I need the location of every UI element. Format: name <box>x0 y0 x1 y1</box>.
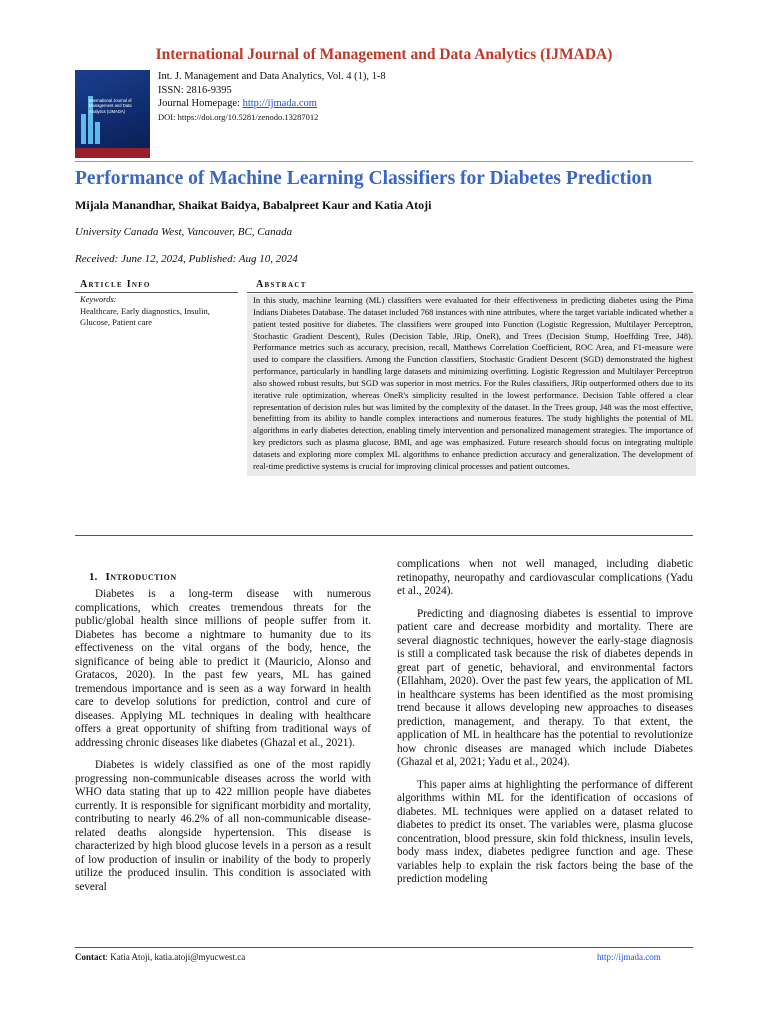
cover-graphic-bar <box>81 114 86 144</box>
cover-graphic-bar <box>95 122 100 144</box>
contact-info <box>75 952 245 962</box>
affiliation: University Canada West, Vancouver, BC, Canada <box>75 226 293 238</box>
journal-title: International Journal of Management and Data Analytics (IJMADA) <box>155 46 613 63</box>
body-column-right <box>397 558 693 896</box>
journal-cover-image <box>75 70 150 158</box>
body-paragraph: Diabetes is a long-term disease with numerous complications, which creates tremendous threats for the public/global health since millions of people suffer from it. Diabetes has become a nightmare to humanity due to its effectiveness on the vital organs of the body, hence, the significance of being able to predict it (Mauricio, Alonso and Gratacos, 2020). In the past few years, ML has gained tremendous importance and is seen as a way forward in health care to develop solutions for prediction, control and cure of diseases. Applying ML techniques in dealing with healthcare offers a great opportunity of shifting from traditional ways of addressing chronic diseases like diabetes (Ghazal et al., 2021). <box>75 588 371 749</box>
journal-issn: ISSN: 2816-9395 <box>158 84 232 96</box>
journal-citation: Int. J. Management and Data Analytics, Vol. 4 (1), 1-8 <box>158 71 386 82</box>
abstract-body: In this study, machine learning (ML) classifiers were evaluated for their effectiveness in predicting diabetes using the Pima Indians Diabetes Database. The dataset included 768 instances with nine attributes, where the target variable indicated whether a patient tested positive for diabetes. The classifiers were grouped into Function (Logistic Regression, Multilayer Perceptron, Stochastic Gradient Descent), Rules (Decision Table, JRip, OneR), and Trees (Decision Stump, Hoeffding Tree, J48). Performance metrics such as accuracy, precision, recall, Matthews Correlation Coefficient, ROC Area, and F1-measure were used to compare the classifiers. Among the Function classifiers, Stochastic Gradient Descent (SGD) demonstrated the highest performance, particularly in handling large datasets and minimizing overfitting. Logistic Regression and Multilayer Perceptron also showed robust results, but SGD was superior in most metrics. For the Rules classifiers, JRip outperformed others due to its iterative rule optimization, whereas OneR's simplicity resulted in the lowest performance. Decision Table offered a clear representation of decision rules but was limited by the complexity of the dataset. In the Trees group, J48 was the most effective, benefitting from its ability to handle complex interactions and numerous features. The study highlights the potential of ML algorithms in early diabetes detection, enabling timely intervention and personalized management strategies. The importance of key predictors such as plasma glucose, BMI, and age was emphasized. Future research should focus on integrating multiple datasets and exploring more complex ML algorithms to enhance prediction accuracy and generalization. The development of real-time predictive systems is crucial for improving clinical processes and patient outcomes. <box>247 294 696 476</box>
keywords-label: Keywords: <box>80 294 117 304</box>
section-divider <box>75 535 693 536</box>
article-info-heading: Article Info <box>80 279 151 290</box>
header-divider <box>75 161 693 162</box>
article-info-divider <box>75 292 238 293</box>
cover-text: International Journal of Management and Data Analytics (IJMADA) <box>89 98 132 114</box>
section-number: 1. <box>89 571 98 583</box>
introduction-heading <box>89 571 177 583</box>
paper-title: Performance of Machine Learning Classifiers for Diabetes Prediction <box>75 168 653 189</box>
contact-label: Contact <box>75 952 106 962</box>
cover-footer-band <box>75 148 150 158</box>
journal-homepage <box>158 97 386 111</box>
homepage-label: Journal Homepage: <box>158 98 243 109</box>
body-paragraph: This paper aims at highlighting the performance of different algorithms within ML for the identification of occasions of diabetes. ML techniques were applied on a dataset related to diabetes to predict its onset. The variables were, plasma glucose concentration, blood pressure, skin fold thickness, insulin levels, body mass index, diabetes pedigree function and age. These variables help to explain the risk factors being the base of the prediction modeling <box>397 778 693 885</box>
body-column-left <box>75 588 371 903</box>
footer-divider <box>75 947 693 948</box>
homepage-link[interactable]: http://ijmada.com <box>242 98 317 109</box>
body-paragraph: Diabetes is widely classified as one of the most rapidly progressing non-communicable diseases across the world with WHO data stating that up to 422 million people have diabetes currently. It is responsible for significant morbidity and mortality, contributing to nearly 46.2% of all non-communicable disease-related deaths alongside hypertension. This disease is characterized by high blood glucose levels in a person as a result of low production of insulin or inability of the body to properly utilize the produced insulin. This condition is associated with several <box>75 759 371 893</box>
body-paragraph: Predicting and diagnosing diabetes is essential to improve patient care and decrease morbidity and mortality. There are several diagnostic techniques, however the early-stage diagnosis is still a complicated task because the risk of diabetes depends in great part of genetic, behavioral, and environmental factors (Ellahham, 2020). Over the past few years, the application of ML in healthcare systems has been identified as the most promising trend because it allows developing new approaches to diseases prediction, management, and therapy. To that extent, the application of ML in healthcare has the potential to revolutionize how chronic diseases are managed which include Diabetes (Ghazal et al, 2021; Yadu et al., 2024). <box>397 607 693 768</box>
section-title: Introduction <box>105 571 177 583</box>
abstract-heading: Abstract <box>256 279 307 290</box>
contact-text: : Katia Atoji, katia.atoji@myucwest.ca <box>105 952 246 962</box>
journal-doi: DOI: https://doi.org/10.5281/zenodo.13287012 <box>158 111 319 122</box>
author-list: Mijala Manandhar, Shaikat Baidya, Babalpreet Kaur and Katia Atoji <box>75 198 432 212</box>
abstract-divider <box>247 292 693 293</box>
journal-meta <box>158 70 386 124</box>
received-published-dates: Received: June 12, 2024, Published: Aug 10, 2024 <box>75 253 298 265</box>
keywords-list: Healthcare, Early diagnostics, Insulin, Glucose, Patient care <box>80 306 210 327</box>
body-paragraph: complications when not well managed, including diabetic retinopathy, neuropathy and cardiovascular complications (Yadu et al., 2024). <box>397 558 693 597</box>
footer-link[interactable]: http://ijmada.com <box>597 952 661 962</box>
